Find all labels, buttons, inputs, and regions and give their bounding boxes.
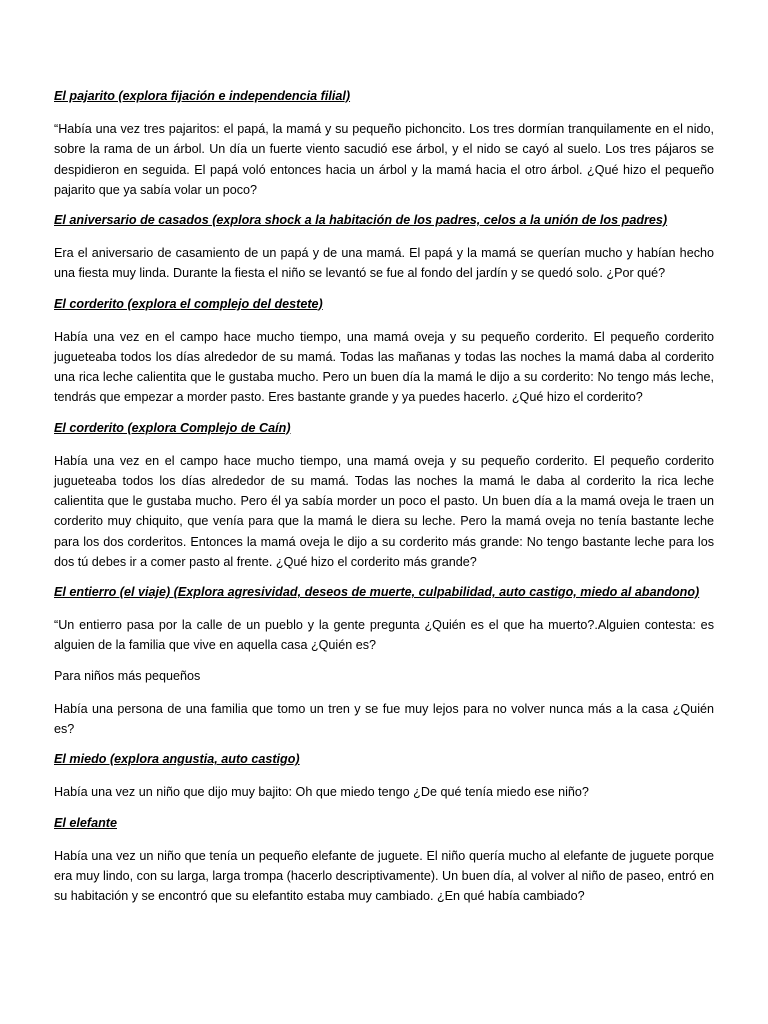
section-paragraph: “Había una vez tres pajaritos: el papá, la mamá y su pequeño pichoncito. Los tres dormían tranquilamente en el nido, sobre la rama de un árbol. Un día un fuerte viento sacudió ese árbol, y el nido se cayó al suelo. Los tres pájaros se despidieron en seguida. El papá voló entonces hacia un árbol y la mamá hacia el otro árbol. ¿Qué hizo el pequeño pajarito que ya sabía volar un poco?	[54, 122, 714, 197]
section-paragraph: Había una vez en el campo hace mucho tiempo, una mamá oveja y su pequeño corderito. El pequeño corderito jugueteaba todos los días alrededor de su mamá. Todas las noches la mamá le daba al corderito la rica leche calientita que le gustaba mucho. Pero él ya sabía morder un poco el pasto. Un buen día a la mamá oveja le traen un corderito muy chiquito, que venía para que la mamá le diera su leche. Pero la mamá oveja no tenía bastante leche para los dos corderitos. Entonces la mamá oveja le dijo a su corderito más grande: No tengo bastante leche para los dos tú debes ir a comer pasto al frente. ¿Qué hizo el corderito más grande?	[54, 453, 714, 569]
section-el-entierro	[54, 582, 714, 739]
section-heading: El corderito (explora Complejo de Caín)	[54, 420, 291, 435]
section-paragraph: Había una vez en el campo hace mucho tiempo, una mamá oveja y su pequeño corderito. El pequeño corderito jugueteaba todos los días alrededor de su mamá. Todas las mañanas y todas las noches la mamá daba al corderito una rica leche calientita que le gustaba mucho. Pero un buen día la mamá le dijo a su corderito: No tengo más leche, tendrás que empezar a morder pasto. Eres bastante grande y ya puedes hacerlo. ¿Qué hizo el corderito?	[54, 329, 714, 405]
section-el-miedo	[54, 749, 714, 802]
section-el-corderito-destete	[54, 294, 714, 408]
section-heading: El entierro (el viaje) (Explora agresividad, deseos de muerte, culpabilidad, auto castigo, miedo al abandono)	[54, 585, 700, 600]
section-el-corderito-cain	[54, 418, 714, 572]
section-paragraph: “Un entierro pasa por la calle de un pueblo y la gente pregunta ¿Quién es el que ha muerto?.Alguien contesta: es alguien de la familia que vive en aquella casa ¿Quién es?	[54, 618, 714, 653]
section-heading: El aniversario de casados (explora shock a la habitación de los padres, celos a la unión de los padres)	[54, 213, 668, 228]
section-paragraph: Había una vez un niño que dijo muy bajito: Oh que miedo tengo ¿De qué tenía miedo ese niño?	[54, 785, 589, 800]
subsection-label: Para niños más pequeños	[54, 668, 201, 683]
section-el-pajarito	[54, 86, 714, 200]
section-heading: El corderito (explora el complejo del destete)	[54, 296, 323, 311]
section-heading: El miedo (explora angustia, auto castigo)	[54, 752, 300, 767]
section-paragraph: Había una vez un niño que tenía un pequeño elefante de juguete. El niño quería mucho al elefante de juguete porque era muy lindo, con su larga, larga trompa (hacerlo descriptivamente). Un buen día, al volver al niño de paseo, entró en su habitación y se encontró que su elefantito estaba muy cambiado. ¿En qué había cambiado?	[54, 848, 714, 904]
section-paragraph: Era el aniversario de casamiento de un papá y de una mamá. El papá y la mamá se querían mucho y habían hecho una fiesta muy linda. Durante la fiesta el niño se levantó se fue al fondo del jardín y se quedó solo. ¿Por qué?	[54, 246, 714, 281]
section-el-elefante	[54, 813, 714, 907]
section-heading: El elefante	[54, 815, 117, 830]
section-paragraph: Había una persona de una familia que tomo un tren y se fue muy lejos para no volver nunca más a la casa ¿Quién es?	[54, 701, 714, 737]
section-heading: El pajarito (explora fijación e independencia filial)	[54, 89, 351, 103]
document-page	[54, 86, 714, 917]
section-el-aniversario	[54, 210, 714, 284]
